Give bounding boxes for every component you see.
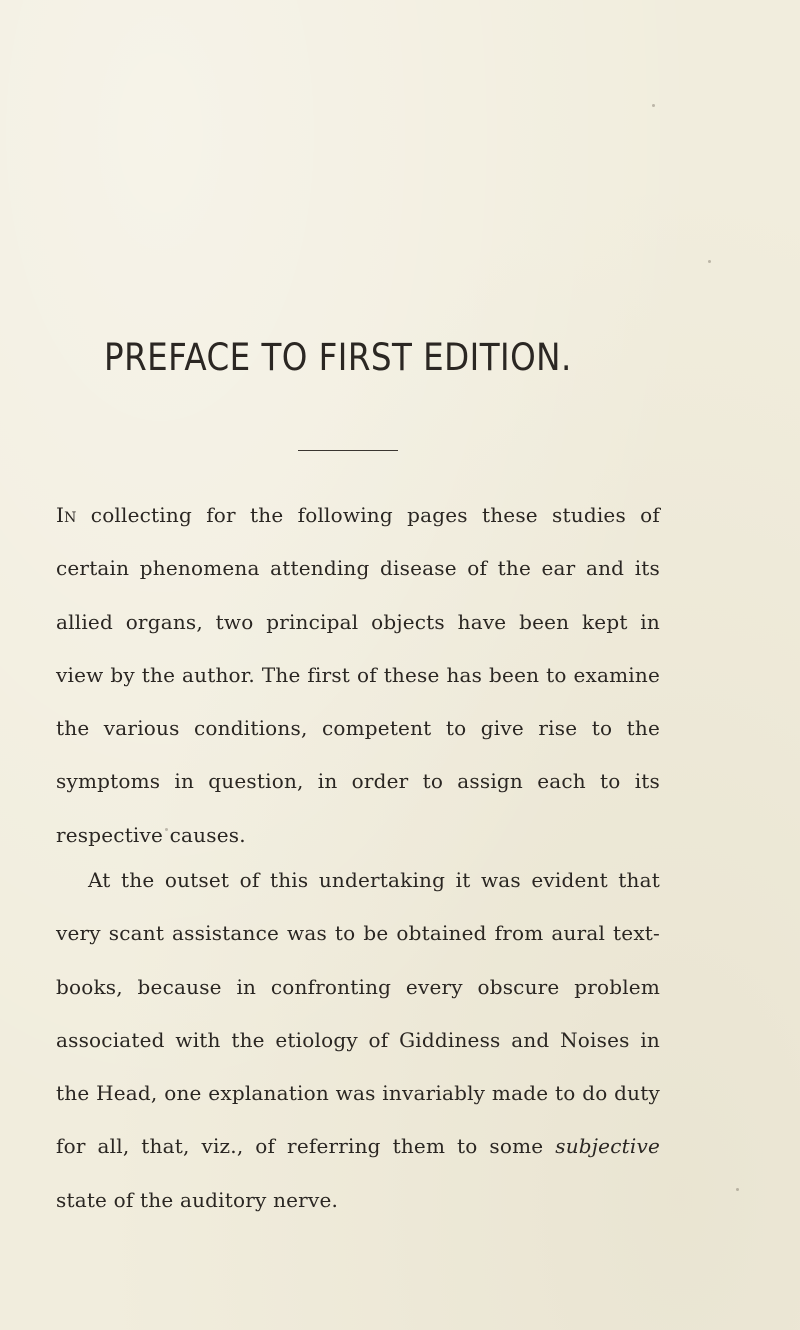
paragraph-1 xyxy=(56,489,660,862)
title-rule xyxy=(298,450,398,451)
paper-speck xyxy=(708,260,711,263)
page-title: PREFACE TO FIRST EDITION. xyxy=(104,336,572,379)
paragraph-2-tail: state of the auditory nerve. xyxy=(56,1187,339,1212)
paragraph-2-text: At the outset of this undertaking it was evident that very scant assistance was to be obtained from aural text-books, because in confronting every obscure problem associated with the etiology of Giddiness and Noises in the Head, one explanation was invariably made to do duty for all, that, viz., of referring them to some xyxy=(56,868,660,1159)
paragraph-2 xyxy=(56,854,660,1227)
paragraph-2-emphasis: subjective xyxy=(555,1134,660,1159)
paper-speck xyxy=(652,104,655,107)
paper-speck xyxy=(736,1188,739,1191)
paragraph-1-lead: In xyxy=(56,503,77,527)
paragraph-1-text: collecting for the following pages these studies of certain phenomena attending disease of the ear and its allied organs, two principal objects have been kept in view by the author. The first of these has been to examine the various conditions, competent to give rise to the symptoms in question, in order to assign each to its respective causes. xyxy=(56,503,660,847)
